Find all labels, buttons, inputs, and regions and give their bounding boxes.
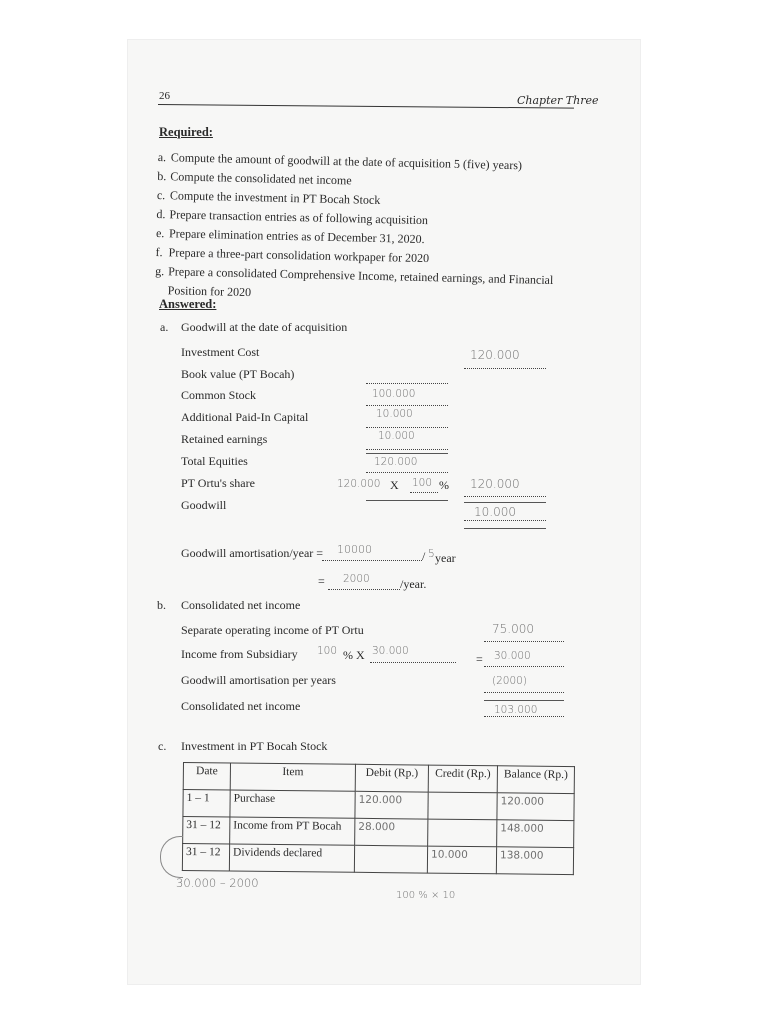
item-text: Prepare transaction entries as of following acquisition (169, 207, 429, 228)
subsidiary-result: 30.000 (494, 650, 531, 662)
required-list (155, 148, 557, 309)
dotted-line (328, 589, 400, 590)
section-a-title: Goodwill at the date of acquisition (181, 320, 348, 334)
dotted-line (366, 472, 448, 473)
dotted-line (464, 368, 546, 369)
double-rule (464, 528, 546, 529)
total-equities-label: Total Equities (181, 454, 248, 468)
item-cell: Purchase (230, 790, 355, 818)
item-letter: b. (157, 168, 167, 184)
common-stock-label: Common Stock (181, 388, 257, 402)
dotted-line (464, 520, 546, 521)
dotted-line (484, 692, 564, 693)
date-cell: 31 – 12 (183, 817, 230, 844)
column-header: Date (183, 763, 230, 790)
debit-cell (354, 845, 427, 873)
item-letter: d. (156, 206, 166, 222)
consolidated-net-income-label: Consolidated net income (181, 699, 301, 713)
column-header: Balance (Rp.) (497, 766, 574, 794)
dotted-line (366, 383, 448, 384)
amortisation-numerator: 10000 (337, 543, 372, 556)
amortisation-result: 2000 (343, 573, 370, 585)
date-cell: 1 – 1 (183, 790, 230, 817)
year-unit: year (435, 551, 456, 565)
goodwill-value: 10.000 (474, 505, 516, 519)
retained-earnings-value: 10.000 (378, 430, 415, 442)
table-row (183, 790, 574, 821)
total-rule (484, 700, 564, 701)
item-letter: a. (157, 149, 167, 165)
section-a-letter: a. (160, 320, 169, 334)
dotted-line (366, 405, 448, 406)
percent-sign: % (439, 478, 449, 492)
credit-cell (428, 819, 497, 847)
total-rule (366, 453, 448, 454)
handwritten-note-right: 100 % × 10 (396, 890, 456, 901)
column-header: Debit (Rp.) (355, 764, 428, 792)
dotted-line (370, 662, 456, 663)
credit-cell: 10.000 (427, 846, 496, 874)
item-letter: g. (155, 263, 165, 279)
dotted-line (366, 427, 448, 428)
subsidiary-income-label: Income from Subsidiary (181, 647, 298, 661)
amortisation-per-year-value: (2000) (492, 675, 527, 687)
table-row (182, 844, 573, 875)
dotted-line (366, 449, 448, 450)
subsidiary-percent: 100 (317, 645, 338, 657)
investment-cost-label: Investment Cost (181, 345, 260, 359)
dotted-line (484, 641, 564, 642)
goodwill-label: Goodwill (181, 498, 227, 512)
handwritten-note-left: 30.000 – 2000 (176, 876, 259, 890)
share-base-value: 120.000 (337, 478, 381, 490)
required-heading: Required: (159, 125, 213, 139)
dotted-line (484, 666, 564, 667)
dotted-line (410, 492, 438, 493)
item-letter: e. (155, 225, 165, 241)
amortisation-years: 5 (428, 548, 435, 560)
item-cell: Income from PT Bocah (230, 817, 355, 845)
item-cell: Dividends declared (229, 844, 354, 872)
share-percent-value: 100 (412, 477, 433, 489)
item-text: Position for 2020 (167, 283, 252, 300)
times-sign: X (390, 478, 399, 492)
dotted-line (322, 560, 422, 561)
dotted-line (484, 716, 564, 717)
table-row (183, 817, 574, 848)
section-b-title: Consolidated net income (181, 598, 301, 612)
column-header: Credit (Rp.) (428, 765, 497, 793)
debit-cell: 120.000 (355, 791, 428, 819)
retained-earnings-label: Retained earnings (181, 432, 268, 446)
item-text: Compute the investment in PT Bocah Stock (169, 188, 381, 208)
total-equities-value: 120.000 (374, 456, 418, 468)
common-stock-value: 100.000 (372, 388, 416, 400)
percent-times: % X (343, 648, 365, 662)
apic-label: Additional Paid-In Capital (181, 410, 309, 424)
balance-cell: 138.000 (496, 847, 573, 875)
amortisation-per-year-label: Goodwill amortisation per years (181, 673, 336, 687)
item-text: Prepare a consolidated Comprehensive Income, retained earnings, and Financial (168, 264, 554, 288)
subsidiary-base: 30.000 (372, 645, 409, 657)
total-rule (366, 500, 448, 501)
total-rule (464, 502, 546, 503)
amortisation-label: Goodwill amortisation/year = (181, 546, 324, 560)
investment-cost-value: 120.000 (470, 348, 520, 362)
answered-heading: Answered: (159, 297, 217, 311)
section-b-letter: b. (157, 598, 166, 612)
item-letter: c. (156, 187, 166, 203)
investment-table (182, 762, 575, 875)
slash-sign: / (422, 549, 426, 563)
credit-cell (428, 792, 497, 820)
item-text: Prepare elimination entries as of December 31, 2020. (168, 226, 425, 247)
column-header: Item (230, 763, 355, 791)
consolidated-net-income-value: 103.000 (494, 704, 538, 716)
table-header-row (183, 763, 574, 794)
page-number: 26 (159, 90, 170, 102)
separate-income-label: Separate operating income of PT Ortu (181, 623, 364, 637)
equals-sign: = (476, 652, 483, 666)
separate-income-value: 75.000 (492, 622, 534, 636)
per-year: /year. (400, 577, 427, 591)
apic-value: 10.000 (376, 408, 413, 420)
item-letter: f. (155, 244, 163, 260)
balance-cell: 148.000 (497, 820, 574, 848)
share-label: PT Ortu's share (181, 476, 255, 490)
debit-cell: 28.000 (355, 818, 428, 846)
chapter-title: Chapter Three (517, 94, 599, 107)
item-text: Compute the amount of goodwill at the date of acquisition 5 (five) years) (170, 150, 523, 173)
book-value-label: Book value (PT Bocah) (181, 367, 295, 381)
date-cell: 31 – 12 (182, 844, 229, 871)
balance-cell: 120.000 (497, 793, 574, 821)
section-c-letter: c. (158, 739, 167, 753)
share-result-value: 120.000 (470, 477, 520, 491)
item-text: Prepare a three-part consolidation workpaper for 2020 (168, 245, 430, 266)
dotted-line (464, 496, 546, 497)
equals-sign: = (318, 574, 325, 588)
section-c-title: Investment in PT Bocah Stock (181, 739, 328, 753)
item-text: Compute the consolidated net income (170, 169, 352, 188)
